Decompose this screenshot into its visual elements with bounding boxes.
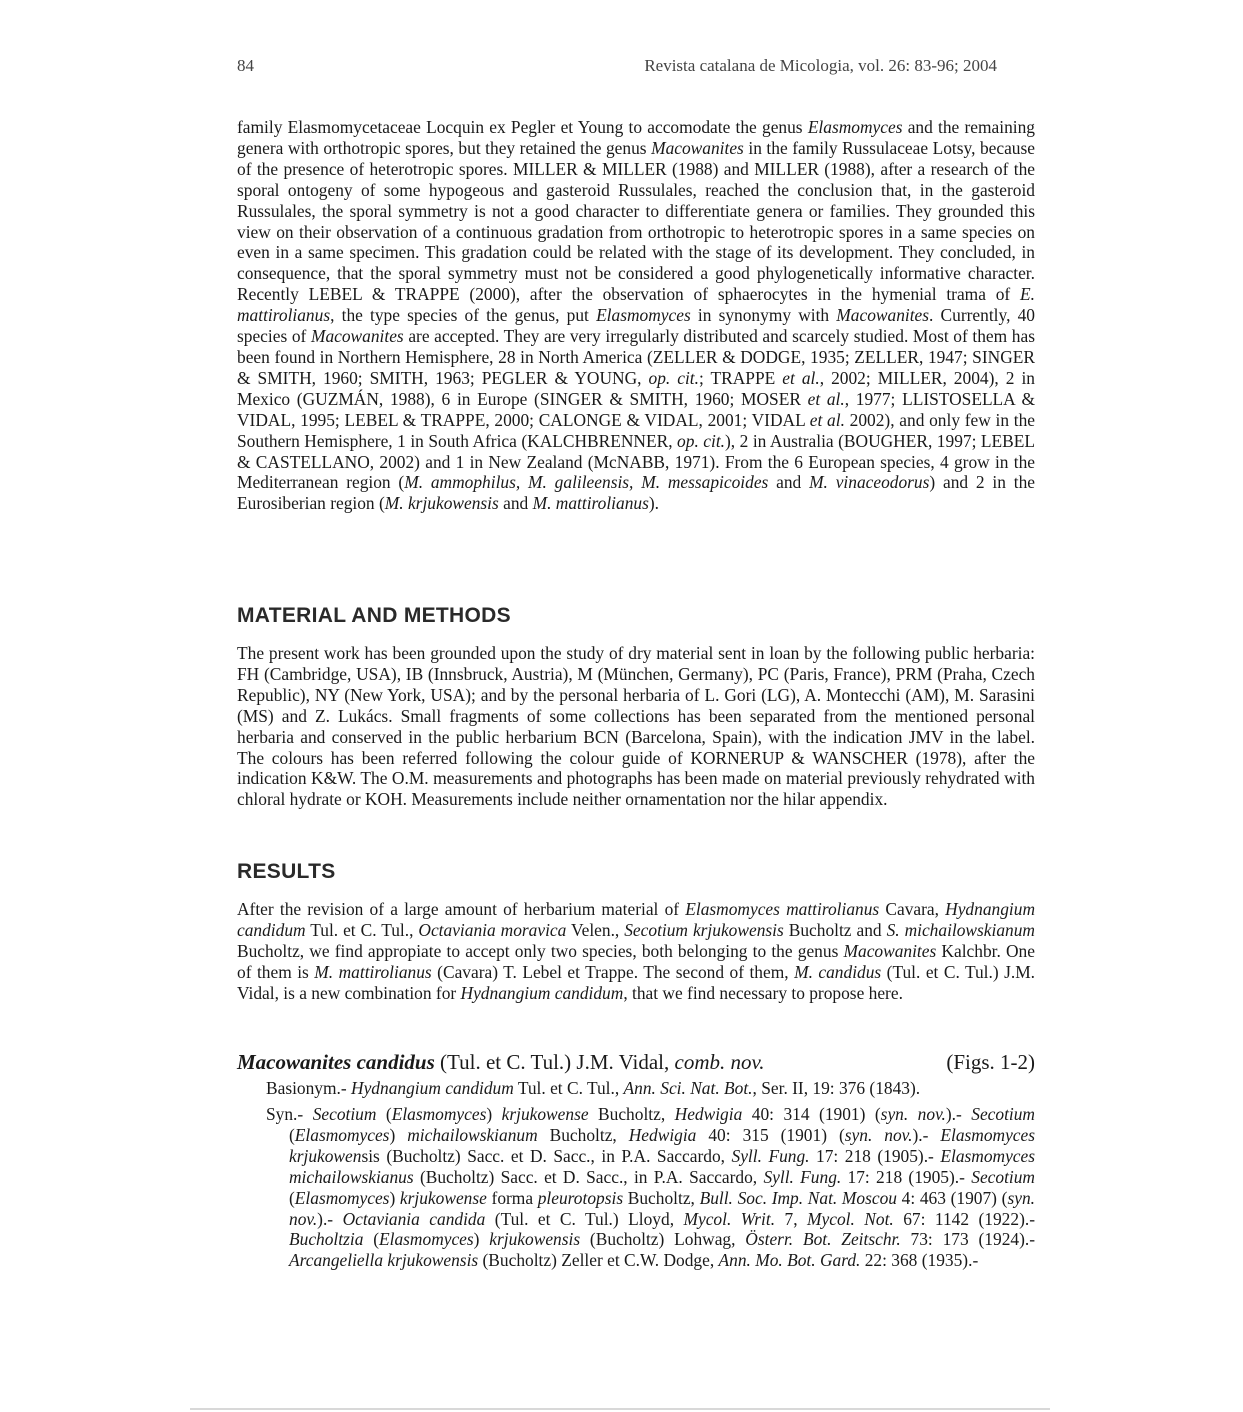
basionym: Basionym.- Hydnangium candidum Tul. et C. Tul., Ann. Sci. Nat. Bot., Ser. II, 19: 376 (1843). <box>266 1078 921 1098</box>
page-number: 84 <box>237 56 254 75</box>
intro-paragraph: family Elasmomycetaceae Locquin ex Pegler et Young to accomodate the genus Elasmomyces and the remaining genera with orthotropic spores, but they retained the genus Macowanites in the family Russulaceae Lotsy, because of the presence of heterotropic spores. MILLER & MILLER (1988) and MILLER (1988), after a research of the sporal ontogeny of some hypogeous and gasteroid Russulales, reached the conclusion that, in the gasteroid Russulales, the sporal symmetry is not a good character to differentiate genera or families. They grounded this view on their observation of a continuous gradation from orthotropic to heterotropic spores in a same species on even in a same specimen. This gradation could be related with the stage of its development. They concluded, in consequence, that the sporal symmetry must not be considered a good phylogenetically informative character. Recently LEBEL & TRAPPE (2000), after the observation of sphaerocytes in the hymenial trama of E. mattirolianus, the type species of the genus, put Elasmomyces in synonymy with Macowanites. Currently, 40 species of Macowanites are accepted. They are very irregularly distributed and scarcely studied. Most of them has been found in Northern Hemisphere, 28 in North America (ZELLER & DODGE, 1935; ZELLER, 1947; SINGER & SMITH, 1960; SMITH, 1963; PEGLER & YOUNG, op. cit.; TRAPPE et al., 2002; MILLER, 2004), 2 in Mexico (GUZMÁN, 1988), 6 in Europe (SINGER & SMITH, 1960; MOSER et al., 1977; LLISTOSELLA & VIDAL, 1995; LEBEL & TRAPPE, 2000; CALONGE & VIDAL, 2001; VIDAL et al. 2002), and only few in the Southern Hemisphere, 1 in South Africa (KALCHBRENNER, op. cit.), 2 in Australia (BOUGHER, 1997; LEBEL & CASTELLANO, 2002) and 1 in New Zealand (McNABB, 1971). From the 6 European species, 4 grow in the Mediterranean region (M. ammophilus, M. galileensis, M. messapicoides and M. vinaceodorus) and 2 in the Eurosiberian region (M. krjukowensis and M. mattirolianus). <box>237 117 1036 514</box>
scan-edge-line <box>190 1408 1050 1410</box>
species-name: Macowanites candidus <box>237 1050 435 1074</box>
species-status: comb. nov. <box>674 1050 765 1074</box>
journal-citation: Revista catalana de Micologia, vol. 26: 83-96; 2004 <box>644 56 997 75</box>
section-heading-methods: MATERIAL AND METHODS <box>237 604 511 627</box>
results-paragraph: After the revision of a large amount of herbarium material of Elasmomyces mattirolianus Cavara, Hydnangium candidum Tul. et C. Tul., Octaviania moravica Velen., Secotium krjukowensis Bucholtz and S. michailowskianum Bucholtz, we find appropiate to accept only two species, both belonging to the genus Macowanites Kalchbr. One of them is M. mattirolianus (Cavara) T. Lebel et Trappe. The second of them, M. candidus (Tul. et C. Tul.) J.M. Vidal, is a new combination for Hydnangium candidum, that we find necessary to propose here. <box>237 899 1036 1003</box>
synonyms-text: Syn.- Secotium (Elasmomyces) krjukowense Bucholtz, Hedwigia 40: 314 (1901) (syn. nov.).- Secotium (Elasmomyces) michailowskianum Bucholtz, Hedwigia 40: 315 (1901) (syn. nov.).- Elasmomyces krjukowensis (Bucholtz) Sacc. et D. Sacc., in P.A. Saccardo, Syll. Fung. 17: 218 (1905).- Elasmomyces michailowskianus (Bucholtz) Sacc. et D. Sacc., in P.A. Saccardo, Syll. Fung. 17: 218 (1905).- Secotium (Elasmomyces) krjukowense forma pleurotopsis Bucholtz, Bull. Soc. Imp. Nat. Moscou 4: 463 (1907) (syn. nov.).- Octaviania candida (Tul. et C. Tul.) Lloyd, Mycol. Writ. 7, Mycol. Not. 67: 1142 (1922).- Bucholtzia (Elasmomyces) krjukowensis (Bucholtz) Lohwag, Österr. Bot. Zeitschr. 73: 173 (1924).- Arcangeliella krjukowensis (Bucholtz) Zeller et C.W. Dodge, Ann. Mo. Bot. Gard. 22: 368 (1935).- <box>266 1104 1036 1271</box>
species-authors: (Tul. et C. Tul.) J.M. Vidal, <box>434 1050 675 1074</box>
section-heading-results: RESULTS <box>237 860 336 883</box>
methods-paragraph: The present work has been grounded upon the study of dry material sent in loan by the following public herbaria: FH (Cambridge, USA), IB (Innsbruck, Austria), M (München, Germany), PC (Paris, France), PRM (Praha, Czech Republic), NY (New York, USA); and by the personal herbaria of L. Gori (LG), A. Montecchi (AM), M. Sarasini (MS) and Z. Lukács. Small fragments of some collections has been separated from the mentioned personal herbaria and conserved in the public herbarium BCN (Barcelona, Spain), with the indication JMV in the label. The colours has been referred following the colour guide of KORNERUP & WANSCHER (1978), after the indication K&W. The O.M. measurements and photographs has been made on material previously rehydrated with chloral hydrate or KOH. Measurements include neither ornamentation nor the hilar appendix. <box>237 643 1035 810</box>
figure-reference: (Figs. 1-2) <box>946 1050 1035 1074</box>
synonyms <box>266 1104 1036 1271</box>
species-title <box>237 1050 1035 1075</box>
